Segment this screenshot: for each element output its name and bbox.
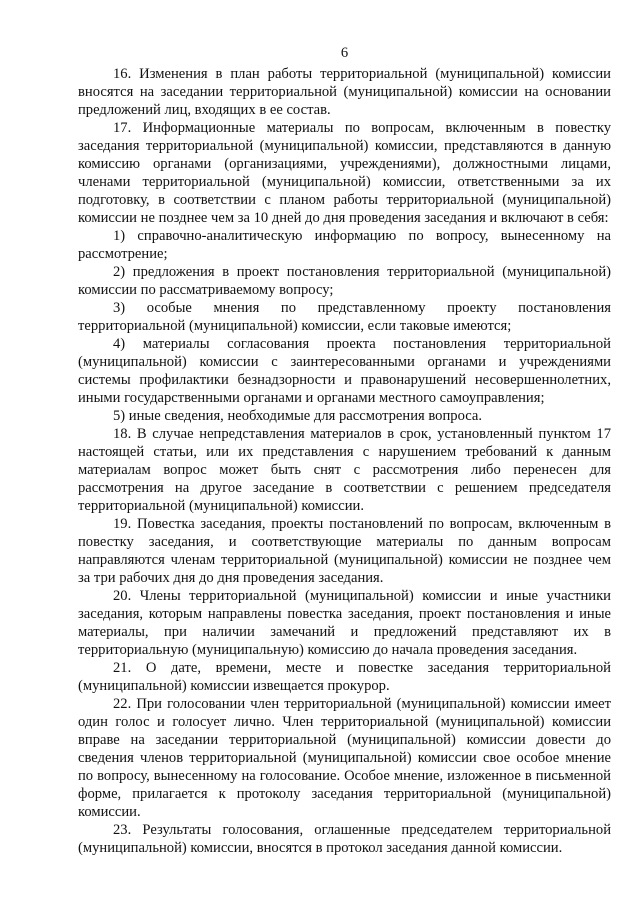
paragraph-18: 18. В случае непредставления материалов в срок, установленный пунктом 17 настоящей статьи, или их представления с нарушением требований к данным материалам вопрос может быть снят с рассмотрения либо перенесен для рассмотрения на другое заседание в соответствии с решением председателя территориальной (муниципальной) комиссии. [78,426,611,514]
paragraph-16: 16. Изменения в план работы территориальной (муниципальной) комиссии вносятся на заседании территориальной (муниципальной) комиссии на основании предложений лиц, входящих в ее состав. [78,66,611,118]
list-item-3: 3) особые мнения по представленному проекту постановления территориальной (муниципальной) комиссии, если таковые имеются; [78,300,611,334]
list-item-1: 1) справочно-аналитическую информацию по вопросу, вынесенному на рассмотрение; [78,228,611,262]
paragraph-22: 22. При голосовании член территориальной (муниципальной) комиссии имеет один голос и голосует лично. Член территориальной (муниципальной) комиссии вправе на заседании территориальной (муниципальной) комиссии довести до сведения членов территориальной (муниципальной) комиссии свое особое мнение по вопросу, вынесенному на голосование. Особое мнение, изложенное в письменной форме, прилагается к протоколу заседания территориальной (муниципальной) комиссии. [78,696,611,820]
paragraph-20: 20. Члены территориальной (муниципальной) комиссии и иные участники заседания, которым направлены повестка заседания, проект постановления и иные материалы, при наличии замечаний и предложений представляют их в территориальную (муниципальную) комиссию до начала проведения заседания. [78,588,611,658]
list-item-4: 4) материалы согласования проекта постановления территориальной (муниципальной) комиссии с заинтересованными органами и учреждениями системы профилактики безнадзорности и правонарушений несовершеннолетних, иными государственными органами и органами местного самоуправления; [78,336,611,406]
document-body [78,65,611,857]
list-item-5: 5) иные сведения, необходимые для рассмотрения вопроса. [113,408,483,424]
paragraph-17: 17. Информационные материалы по вопросам, включенным в повестку заседания территориальной (муниципальной) комиссии, представляются в данную комиссию органами (организациями, учреждениями), должностными лицами, членами территориальной (муниципальной) комиссии, ответственными за их подготовку, в соответствии с планом работы территориальной (муниципальной) комиссии не позднее чем за 10 дней до дня проведения заседания и включают в себя: [78,120,611,226]
paragraph-21: 21. О дате, времени, месте и повестке заседания территориальной (муниципальной) комиссии извещается прокурор. [78,660,611,694]
page-number: 6 [340,45,349,61]
list-item-2: 2) предложения в проект постановления территориальной (муниципальной) комиссии по рассматриваемому вопросу; [78,264,611,298]
paragraph-19: 19. Повестка заседания, проекты постановлений по вопросам, включенным в повестку заседания, и соответствующие материалы по данным вопросам направляются членам территориальной (муниципальной) комиссии не позднее чем за три рабочих дня до дня проведения заседания. [78,516,611,586]
paragraph-23: 23. Результаты голосования, оглашенные председателем территориальной (муниципальной) комиссии, вносятся в протокол заседания данной комиссии. [78,822,611,856]
